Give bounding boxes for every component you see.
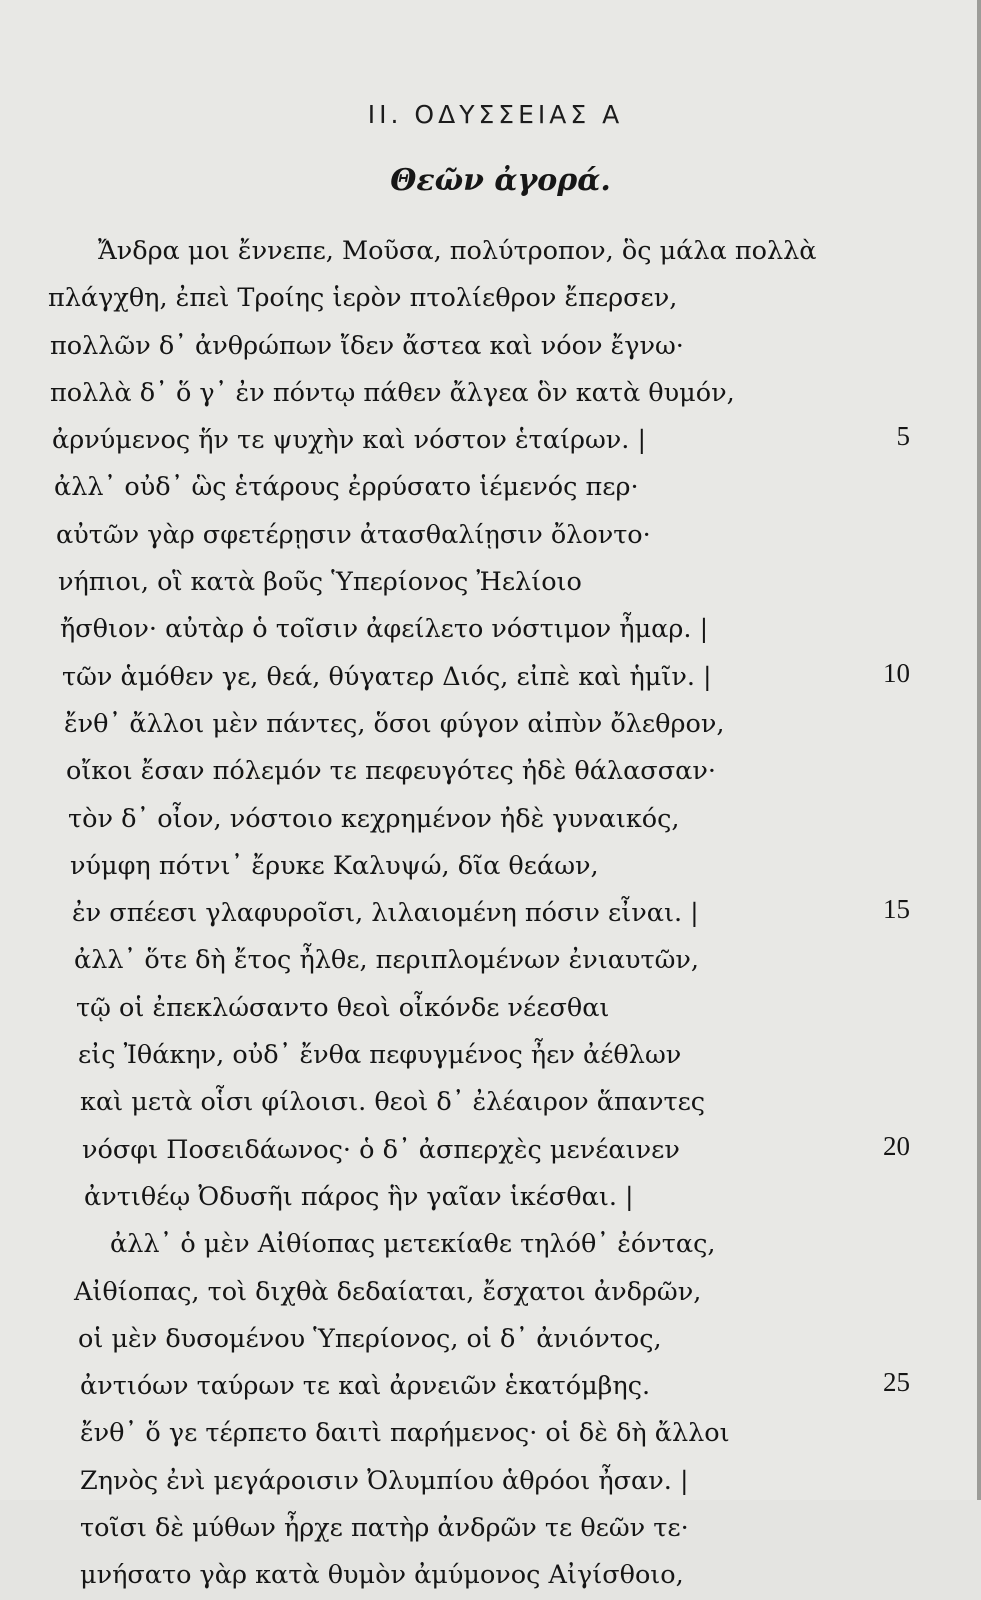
verse-line xyxy=(40,890,910,937)
verse-line xyxy=(40,1552,910,1599)
verse-line xyxy=(40,1363,910,1410)
verse-text: ἀντιόων ταύρων τε καὶ ἀρνειῶν ἑκατόμβης. xyxy=(80,1371,651,1402)
verse-text: ἔνθ᾽ ὅ γε τέρπετο δαιτὶ παρήμενος· οἱ δὲ δὴ ἄλλοι xyxy=(80,1418,730,1449)
verse-text: νήπιοι, οἳ κατὰ βοῦς Ὑπερίονος Ἠελίοιο xyxy=(58,567,582,598)
verse-text: τὸν δ᾽ οἶον, νόστοιο κεχρημένον ἠδὲ γυναικός, xyxy=(68,803,680,834)
verse-line xyxy=(40,464,910,511)
verse-line xyxy=(40,323,910,370)
verse-line xyxy=(40,748,910,795)
section-subtitle: Θεῶν ἀγορά. xyxy=(390,163,611,198)
verse-text: νύμφη πότνι᾽ ἔρυκε Καλυψώ, δῖα θεάων, xyxy=(70,850,599,881)
verse-line xyxy=(40,1032,910,1079)
verse-text: Ἄνδρα μοι ἔννεπε, Μοῦσα, πολύτροπον, ὃς μάλα πολλὰ xyxy=(98,236,817,266)
verse-text: μνήσατο γὰρ κατὰ θυμὸν ἀμύμονος Αἰγίσθοιο, xyxy=(80,1560,684,1591)
line-number: 5 xyxy=(896,421,910,452)
verse-line xyxy=(40,370,910,417)
verse-line xyxy=(40,417,910,464)
verse-line xyxy=(40,1079,910,1126)
verse-text: εἰς Ἰθάκην, οὐδ᾽ ἔνθα πεφυγμένος ἦεν ἀέθλων xyxy=(78,1040,682,1071)
verse-text: ἤσθιον· αὐτὰρ ὁ τοῖσιν ἀφείλετο νόστιμον ἦμαρ. | xyxy=(60,614,709,645)
verse-text: ἀλλ᾽ οὐδ᾽ ὣς ἑτάρους ἐρρύσατο ἱέμενός περ· xyxy=(54,472,639,503)
verse-line xyxy=(40,606,910,653)
verse-line xyxy=(40,1410,910,1457)
verse-line xyxy=(40,1505,910,1552)
verse-line xyxy=(40,985,910,1032)
verse-line xyxy=(40,1269,910,1316)
verse-text: Αἰθίοπας, τοὶ διχθὰ δεδαίαται, ἔσχατοι ἀνδρῶν, xyxy=(74,1276,702,1307)
verse-text: τῶν ἁμόθεν γε, θεά, θύγατερ Διός, εἰπὲ καὶ ἡμῖν. | xyxy=(62,661,712,692)
verse-line xyxy=(40,701,910,748)
verse-block xyxy=(40,228,910,1600)
verse-text: καὶ μετὰ οἷσι φίλοισι. θεοὶ δ᾽ ἐλέαιρον ἅπαντες xyxy=(80,1087,706,1118)
verse-line xyxy=(40,796,910,843)
verse-text: ἀλλ᾽ ὁ μὲν Αἰθίοπας μετεκίαθε τηλόθ᾽ ἐόντας, xyxy=(110,1229,716,1260)
verse-text: ἀρνύμενος ἥν τε ψυχὴν καὶ νόστον ἑταίρων. | xyxy=(52,425,647,456)
verse-line xyxy=(40,1174,910,1221)
verse-line xyxy=(40,843,910,890)
verse-line xyxy=(40,1127,910,1174)
verse-line xyxy=(40,937,910,984)
line-number: 25 xyxy=(883,1367,910,1398)
line-number: 10 xyxy=(883,657,910,688)
verse-line xyxy=(40,1316,910,1363)
verse-line xyxy=(40,1458,910,1505)
verse-line xyxy=(40,228,910,275)
verse-line xyxy=(40,654,910,701)
verse-text: ἀντιθέῳ Ὀδυσῆι πάρος ἣν γαῖαν ἱκέσθαι. | xyxy=(84,1181,634,1212)
line-number: 15 xyxy=(883,894,910,925)
section-header: II. ΟΔΥΣΣΕΙΑΣ Α xyxy=(367,100,624,129)
verse-line xyxy=(40,275,910,322)
verse-text: πολλὰ δ᾽ ὅ γ᾽ ἐν πόντῳ πάθεν ἄλγεα ὃν κατὰ θυμόν, xyxy=(50,377,735,408)
verse-line xyxy=(40,559,910,606)
verse-text: οἱ μὲν δυσομένου Ὑπερίονος, οἱ δ᾽ ἀνιόντος, xyxy=(78,1323,662,1354)
verse-text: νόσφι Ποσειδάωνος· ὁ δ᾽ ἀσπερχὲς μενέαινεν xyxy=(82,1134,680,1165)
verse-line xyxy=(40,512,910,559)
verse-text: πλάγχθη, ἐπεὶ Τροίης ἱερὸν πτολίεθρον ἔπερσεν, xyxy=(48,283,678,314)
verse-text: ἔνθ᾽ ἄλλοι μὲν πάντες, ὅσοι φύγον αἰπὺν ὄλεθρον, xyxy=(64,708,725,739)
page-edge xyxy=(977,0,981,1500)
verse-line xyxy=(40,1221,910,1268)
verse-text: ἐν σπέεσι γλαφυροῖσι, λιλαιομένη πόσιν εἶναι. | xyxy=(72,898,699,929)
verse-text: τοῖσι δὲ μύθων ἦρχε πατὴρ ἀνδρῶν τε θεῶν τε· xyxy=(80,1513,689,1544)
verse-text: Ζηνὸς ἐνὶ μεγάροισιν Ὀλυμπίου ἁθρόοι ἦσαν. | xyxy=(80,1465,689,1496)
line-number: 20 xyxy=(883,1130,910,1161)
verse-text: πολλῶν δ᾽ ἀνθρώπων ἴδεν ἄστεα καὶ νόον ἔγνω· xyxy=(50,330,684,361)
verse-text: ἀλλ᾽ ὅτε δὴ ἔτος ἦλθε, περιπλομένων ἐνιαυτῶν, xyxy=(74,945,699,976)
verse-text: τῷ οἱ ἐπεκλώσαντο θεοὶ οἶκόνδε νέεσθαι xyxy=(76,992,610,1023)
verse-text: οἴκοι ἔσαν πόλεμόν τε πεφευγότες ἠδὲ θάλασσαν· xyxy=(66,756,716,787)
verse-text: αὐτῶν γὰρ σφετέρῃσιν ἀτασθαλίῃσιν ὄλοντο· xyxy=(56,519,651,550)
